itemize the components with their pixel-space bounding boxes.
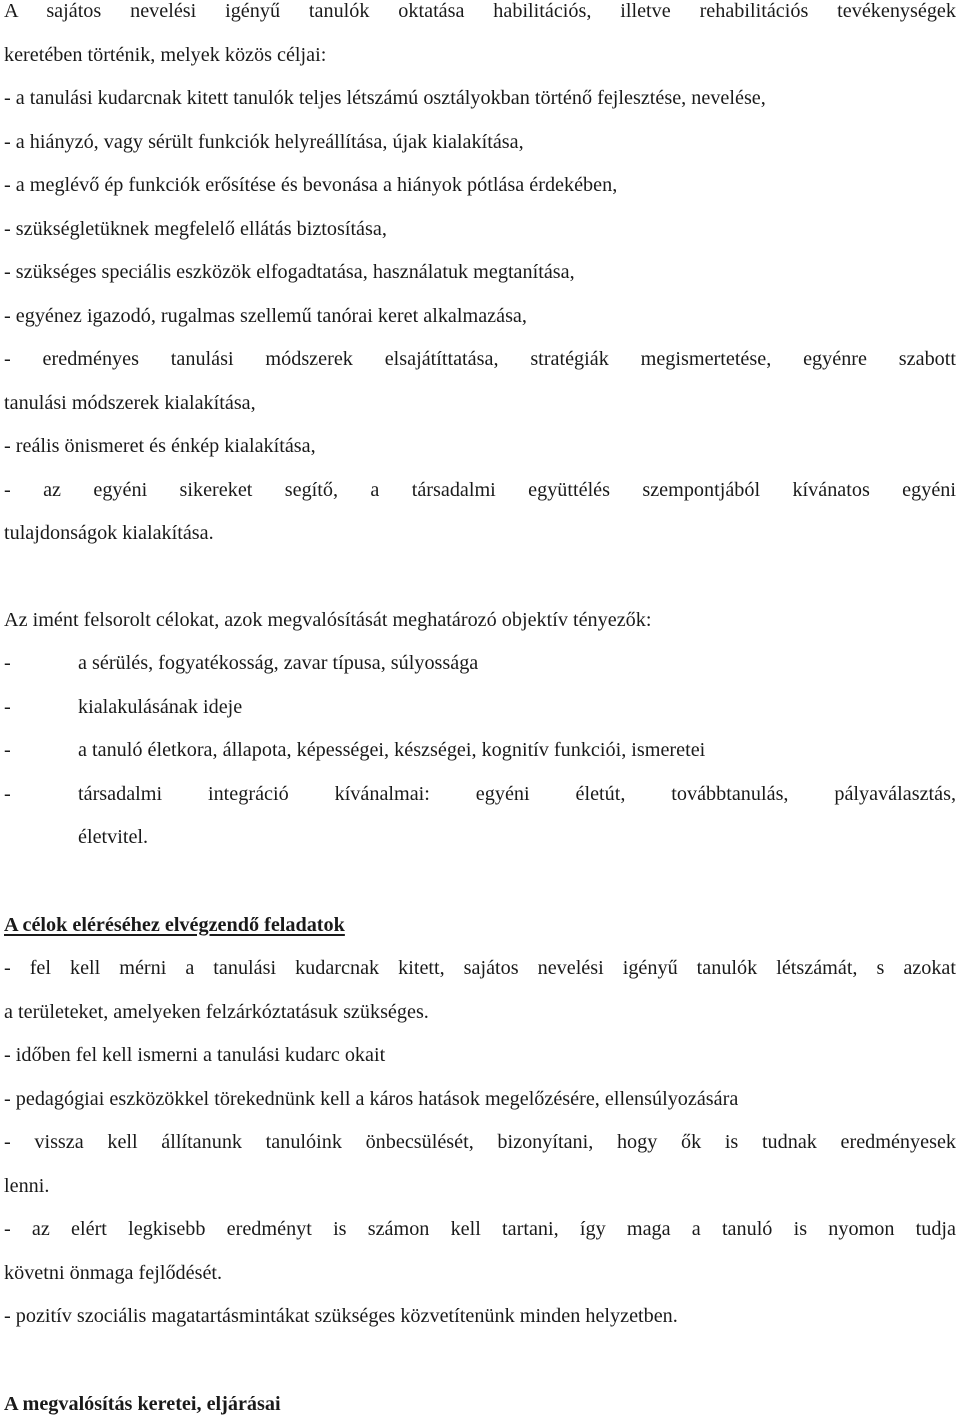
task-item-cont: követni önmaga fejlődését. [4,1252,956,1296]
factor-text: a tanuló életkora, állapota, képességei, készségei, kognitív funkciói, ismeretei [78,729,956,773]
spacer [4,556,956,599]
goal-item: - az egyéni sikereket segítő, a társadalmi együttélés szempontjából kívánatos egyéni [4,469,956,513]
factors-intro: Az imént felsorolt célokat, azok megvalósítását meghatározó objektív tényezők: [4,599,956,643]
task-item: - fel kell mérni a tanulási kudarcnak kitett, sajátos nevelési igényű tanulók létszámát, s azokat [4,947,956,991]
task-item: - pozitív szociális magatartásmintákat szükséges közvetítenünk minden helyzetben. [4,1295,956,1339]
tasks-heading: A célok eléréséhez elvégzendő feladatok [4,904,956,948]
task-item-cont: lenni. [4,1165,956,1209]
goal-item: - a meglévő ép funkciók erősítése és bevonása a hiányok pótlása érdekében, [4,164,956,208]
task-item-cont: a területeket, amelyeken felzárkóztatásuk szükséges. [4,991,956,1035]
dash-bullet: - [4,686,78,730]
goal-item: - a hiányzó, vagy sérült funkciók helyreállítása, újak kialakítása, [4,121,956,165]
task-item: - vissza kell állítanunk tanulóink önbecsülését, bizonyítani, hogy ők is tudnak eredményesek [4,1121,956,1165]
implementation-heading: A megvalósítás keretei, eljárásai [4,1383,956,1426]
factor-item [4,686,956,730]
tasks-section [4,904,956,1339]
factor-text-cont: életvitel. [4,816,956,860]
dash-bullet: - [4,642,78,686]
spacer [4,860,956,904]
goal-item-cont: tanulási módszerek kialakítása, [4,382,956,426]
task-item: - időben fel kell ismerni a tanulási kudarc okait [4,1034,956,1078]
factor-item [4,642,956,686]
goal-item: - a tanulási kudarcnak kitett tanulók teljes létszámú osztályokban történő fejlesztése, nevelése, [4,77,956,121]
intro-line: A sajátos nevelési igényű tanulók oktatása habilitációs, illetve rehabilitációs tevékenységek [4,0,956,34]
spacer [4,1339,956,1383]
dash-bullet: - [4,773,78,817]
factors-section [4,599,956,860]
factor-text: a sérülés, fogyatékosság, zavar típusa, súlyossága [78,642,956,686]
task-item: - pedagógiai eszközökkel törekednünk kell a káros hatások megelőzésére, ellensúlyozására [4,1078,956,1122]
goal-item: - szükséges speciális eszközök elfogadtatása, használatuk megtanítása, [4,251,956,295]
factor-text: kialakulásának ideje [78,686,956,730]
goals-section [4,0,956,556]
goal-item: - eredményes tanulási módszerek elsajátíttatása, stratégiák megismertetése, egyénre szabott [4,338,956,382]
intro-line-cont: keretében történik, melyek közös céljai: [4,34,956,78]
factor-text: társadalmi integráció kívánalmai: egyéni életút, továbbtanulás, pályaválasztás, [78,773,956,817]
goal-item: - egyénez igazodó, rugalmas szellemű tanórai keret alkalmazása, [4,295,956,339]
dash-bullet: - [4,729,78,773]
task-item: - az elért legkisebb eredményt is számon kell tartani, így maga a tanuló is nyomon tudja [4,1208,956,1252]
document-page [4,0,956,1426]
factor-item [4,773,956,817]
goal-item: - reális önismeret és énkép kialakítása, [4,425,956,469]
implementation-section [4,1383,956,1426]
factor-item [4,729,956,773]
goal-item-cont: tulajdonságok kialakítása. [4,512,956,556]
goal-item: - szükségletüknek megfelelő ellátás biztosítása, [4,208,956,252]
